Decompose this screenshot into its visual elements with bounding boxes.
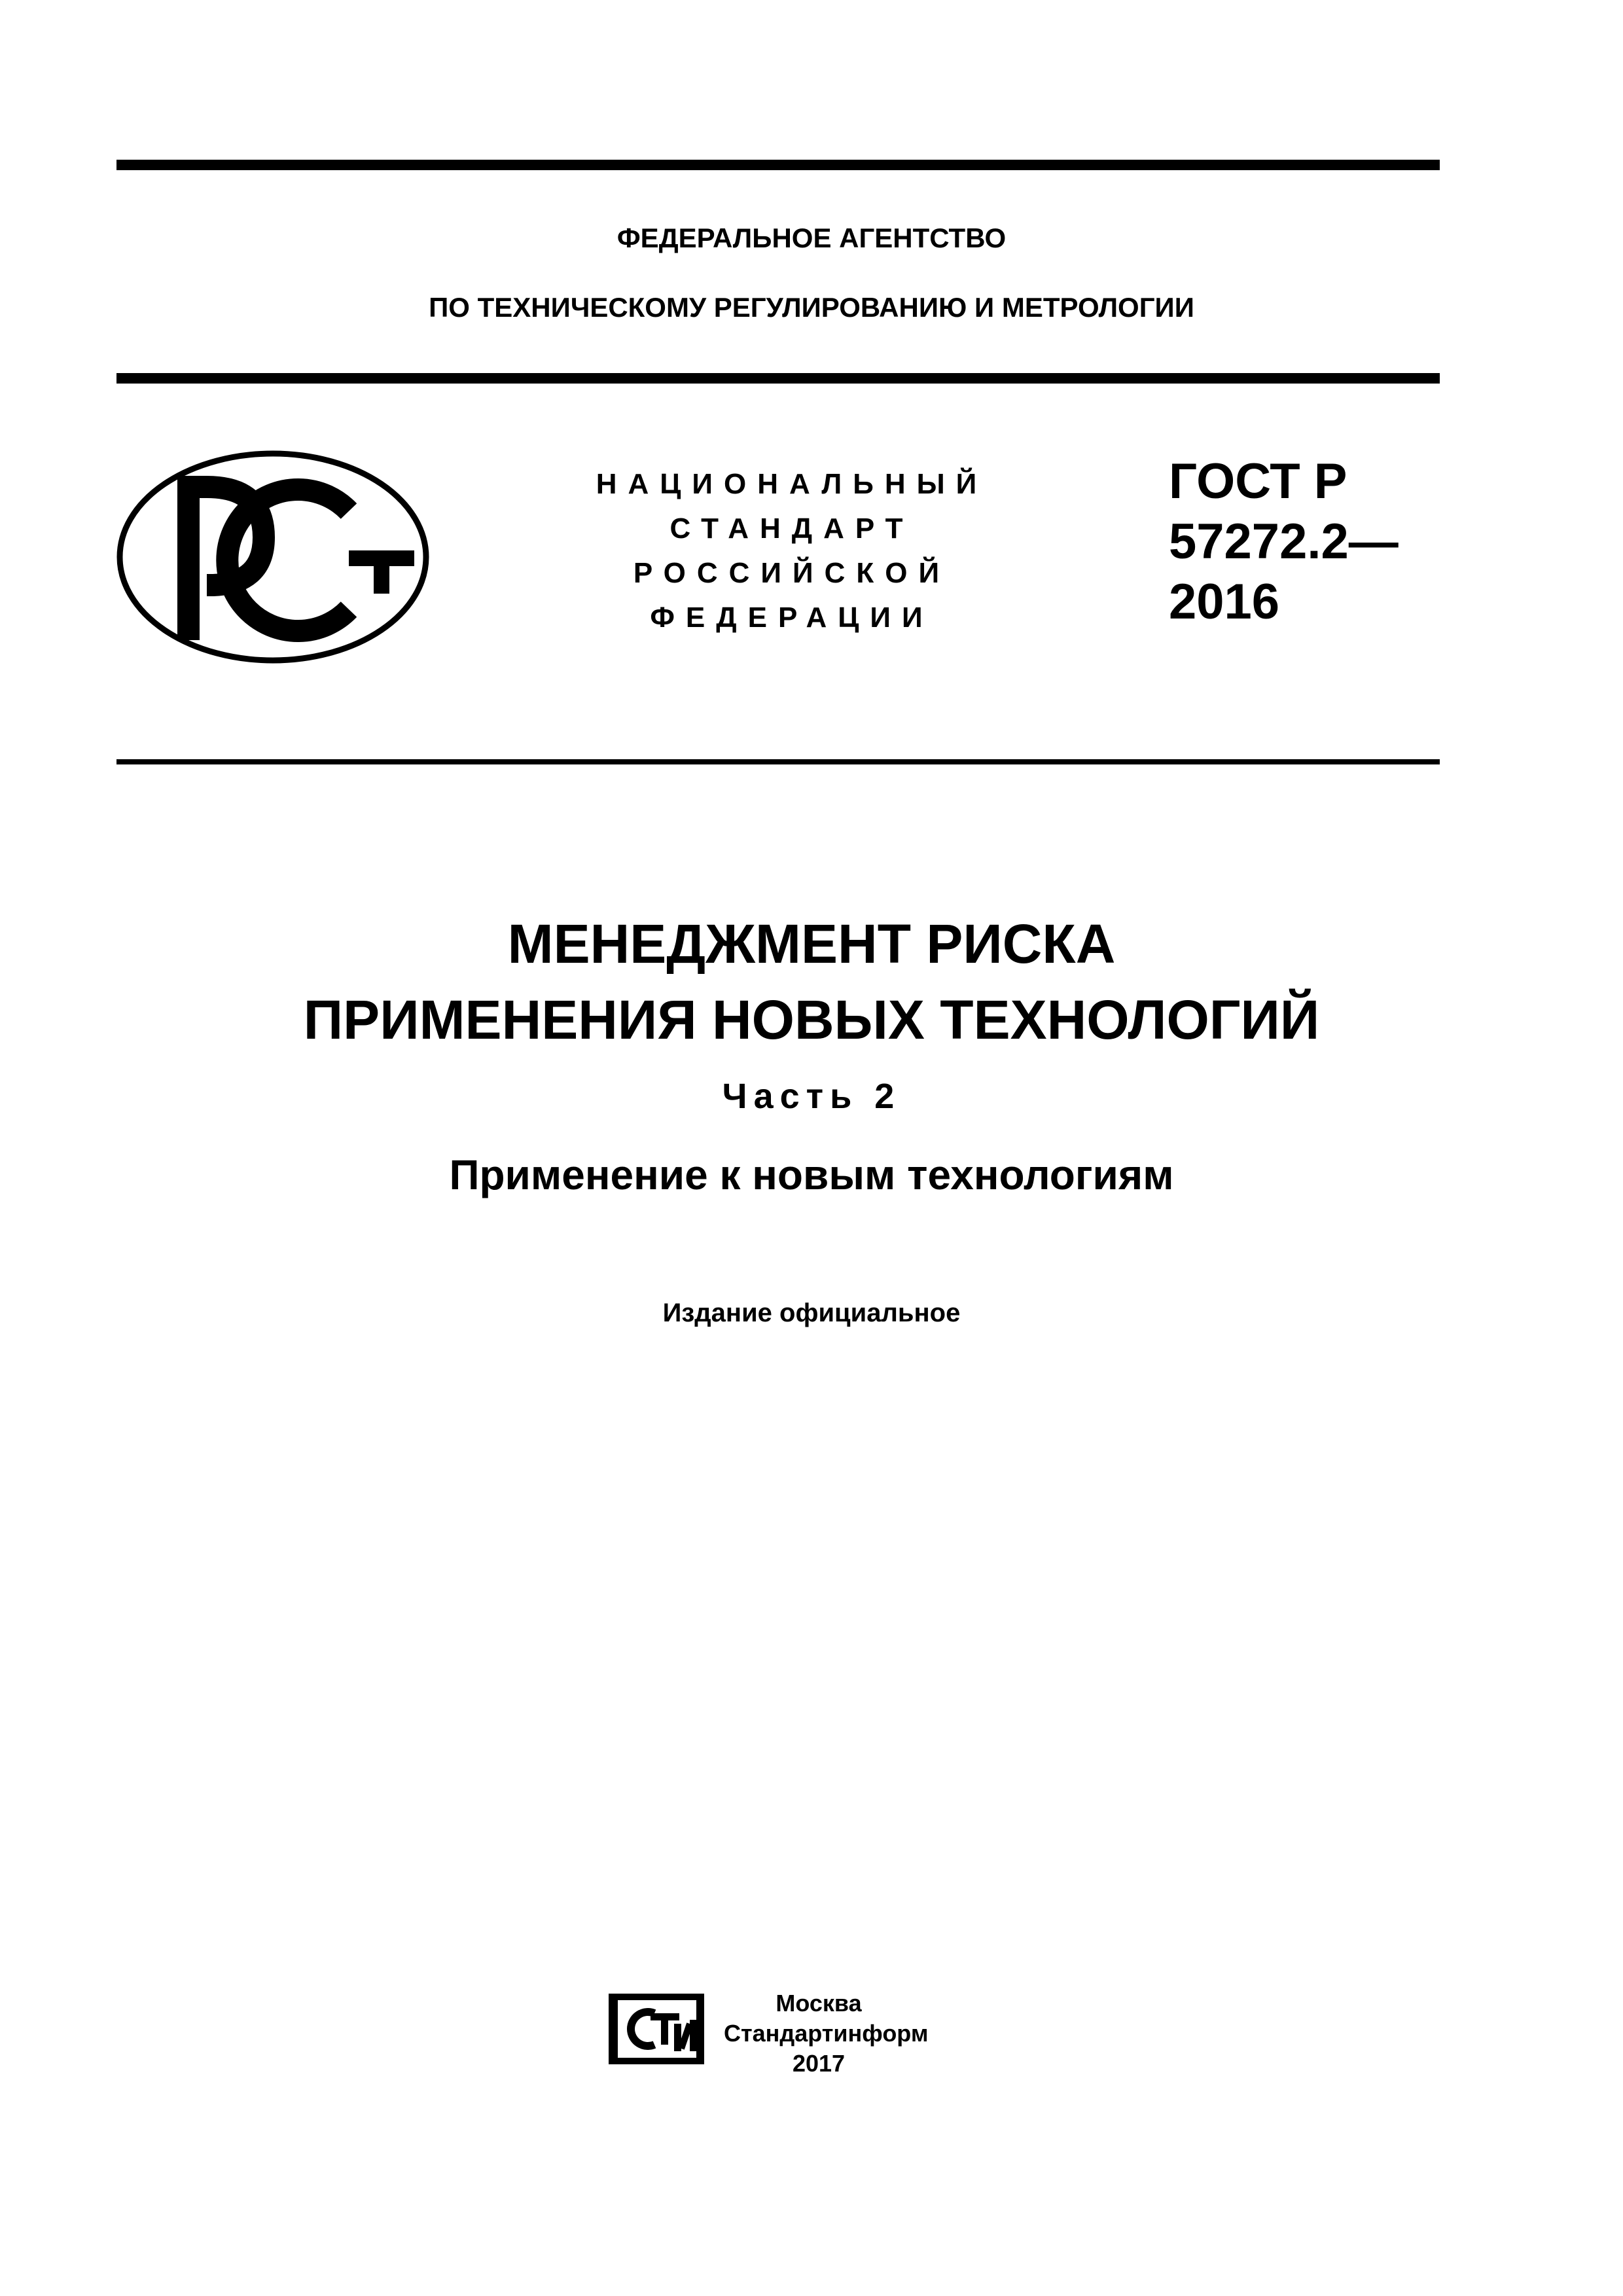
designation-line-1: ГОСТ Р [1169, 454, 1347, 509]
designation-line-3: 2016 [1169, 574, 1280, 630]
publisher-year: 2017 [792, 2050, 846, 2077]
document-title-line-2: ПРИМЕНЕНИЯ НОВЫХ ТЕХНОЛОГИЙ [303, 989, 1320, 1050]
agency-bottom-rule [116, 373, 1440, 384]
rst-gost-logo-icon [116, 449, 429, 665]
agency-line-2: ПО ТЕХНИЧЕСКОМУ РЕГУЛИРОВАНИЮ И МЕТРОЛОГИИ [429, 292, 1194, 323]
top-rule [116, 160, 1440, 170]
standard-designation [1169, 452, 1399, 632]
publisher-name: Стандартинформ [724, 2020, 929, 2047]
national-standard-line-3: РОССИЙСКОЙ [633, 557, 951, 589]
publisher-city: Москва [776, 1990, 862, 2017]
national-standard-line-4: ФЕДЕРАЦИИ [650, 601, 934, 634]
national-standard-line-2: СТАНДАРТ [669, 512, 914, 545]
designation-line-2: 57272.2— [1169, 514, 1399, 569]
edition-label: Издание официальное [662, 1299, 961, 1327]
document-subtitle: Применение к новым технологиям [449, 1151, 1174, 1198]
national-standard-label [569, 462, 1014, 640]
document-part: Часть 2 [722, 1077, 901, 1116]
publisher-block [724, 1988, 929, 2079]
agency-line-1: ФЕДЕРАЛЬНОЕ АГЕНТСТВО [616, 223, 1007, 253]
standartinform-logo-icon [609, 1994, 704, 2064]
document-title-line-1: МЕНЕДЖМЕНТ РИСКА [507, 913, 1116, 975]
national-standard-line-1: НАЦИОНАЛЬНЫЙ [596, 468, 988, 500]
header-bottom-rule [116, 759, 1440, 764]
